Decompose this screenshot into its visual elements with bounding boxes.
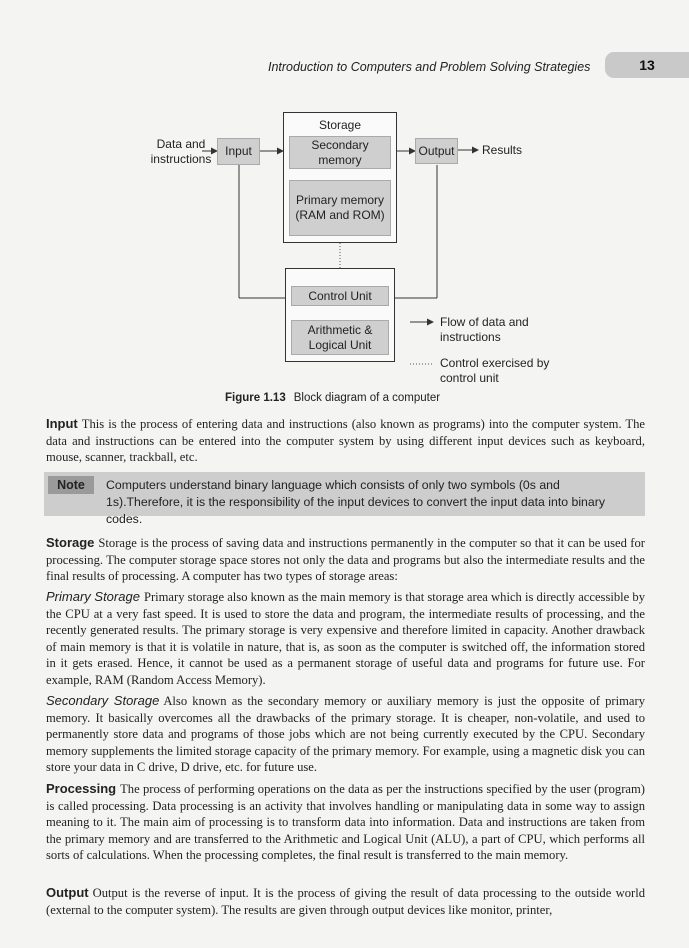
note-label: Note (48, 476, 94, 494)
input-text: This is the process of entering data and instructions (also known as programs) into the computer system. The data and instructions can be entered into the computer system by using different input devices such as keyboard, mouse, scanner, trackball, etc. (46, 417, 645, 465)
note-box (44, 472, 645, 526)
storage-term: Storage (46, 535, 95, 550)
block-diagram (0, 0, 689, 410)
secondary-storage-paragraph (46, 693, 645, 776)
primary-storage-paragraph (46, 589, 645, 689)
running-header: Introduction to Computers and Problem Solving Strategies (268, 60, 591, 74)
results-label: Results (482, 143, 523, 157)
output-text: Output is the reverse of input. It is the process of giving the result of data processing to the outside world (external to the computer system). The results are given through output devices like monitor, printer, (46, 886, 645, 917)
secondary-memory-box: Secondary memory (289, 136, 391, 169)
figure-number: Figure 1.13 (225, 392, 286, 404)
legend-flow-label: Flow of data and instructions (440, 315, 529, 344)
processing-paragraph (46, 781, 645, 864)
storage-text: Storage is the process of saving data and instructions permanently in the computer so that it can be used for processing. The computer storage space stores not only the data and programs but also the intermediate results and the final results of processing. A computer has two types of storage areas: (46, 536, 645, 584)
output-paragraph (46, 885, 645, 918)
alu-box: Arithmetic & Logical Unit (291, 320, 389, 355)
secondary-storage-text: Also known as the secondary memory or auxiliary memory is just the opposite of primary memory. It basically overcomes all the drawbacks of the primary storage. It is cheaper, non-volatile, and used to permanently store data and programs of those jobs which are not being currently executed by the CPU. Secondary memory supplements the limited storage capacity of the primary memory. For example, using a magnetic disk you can store your data in C drive, D drive, etc. for future use. (46, 694, 645, 775)
legend-control-label: Control exercised by control unit (440, 356, 550, 385)
output-box: Output (415, 138, 458, 164)
processing-text: The process of performing operations on the data as per the instructions specified by the user (program) is called processing. Data processing is an activity that involves handling or manipulating data in some way to assign meaning to it. The main aim of processing is to transform data into information. Data and instructions are taken from the primary memory and are transferred to the Arithmetic and Logical Unit (ALU), a part of CPU, which performs all sorts of calculations. When the processing completes, the final result is transferred to the main memory. (46, 782, 645, 863)
figure-caption-text: Block diagram of a computer (293, 392, 441, 404)
input-term: Input (46, 416, 78, 431)
storage-paragraph (46, 535, 645, 585)
input-box: Input (217, 138, 260, 165)
note-text: Computers understand binary language which consists of only two symbols (0s and 1s).Therefore, it is the responsibility of the input devices to convert the input data into binary codes. (106, 478, 605, 526)
secondary-storage-term: Secondary Storage (46, 693, 160, 708)
figure-caption (225, 392, 440, 404)
input-paragraph (46, 416, 645, 466)
primary-memory-box: Primary memory (RAM and ROM) (289, 180, 391, 236)
primary-storage-term: Primary Storage (46, 589, 140, 604)
data-instructions-label: Data and instructions (150, 137, 212, 166)
control-unit-box: Control Unit (291, 286, 389, 306)
primary-storage-text: Primary storage also known as the main memory is that storage area which is directly accessible by the CPU at a very fast speed. It is used to store the data and program, the intermediate results of processing, and the recently generated results. The primary storage is very expensive and therefore limited in capacity. Another drawback of main memory is that it is volatile in nature, that is, as soon as the computer is switched off, the information stored in it gets erased. Hence, it cannot be used as a permanent storage of useful data and programs for future use. For example, RAM (Random Access Memory). (46, 590, 645, 687)
storage-title: Storage (318, 118, 362, 132)
page-number: 13 (605, 52, 689, 78)
output-term: Output (46, 885, 89, 900)
processing-term: Processing (46, 781, 117, 796)
